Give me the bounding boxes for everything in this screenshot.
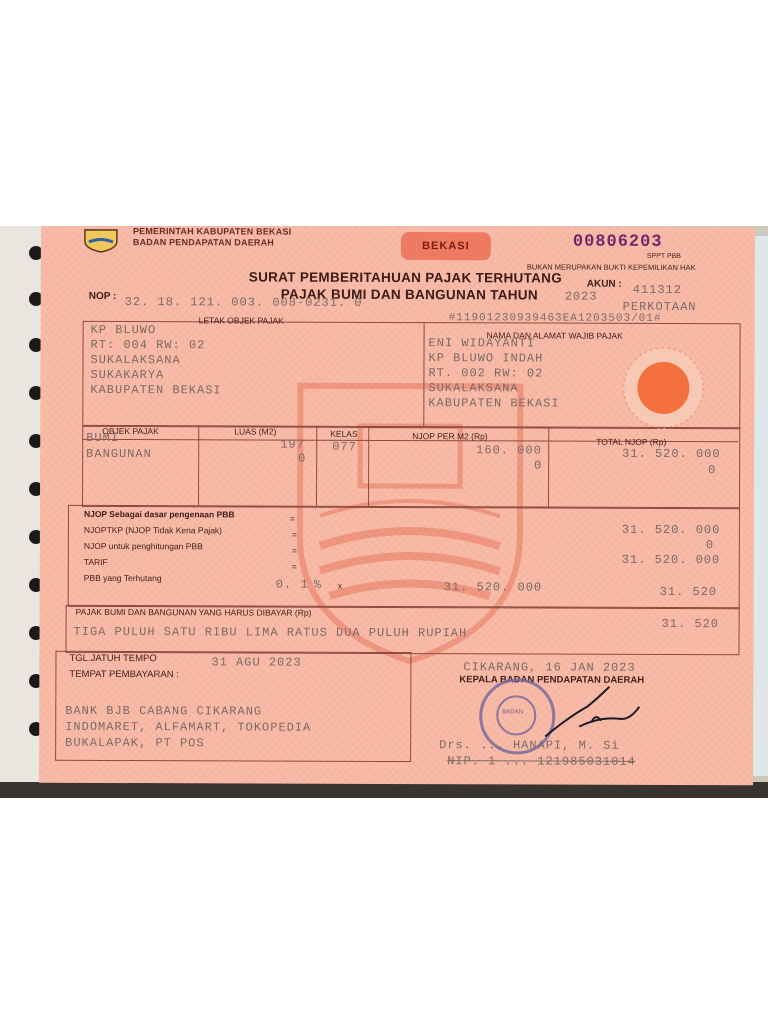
place-label: TEMPAT PEMBAYARAN : [69, 668, 179, 681]
objek-line: RT: 004 RW: 02 [90, 337, 206, 353]
akun-value: 411312 [632, 282, 682, 297]
place-line: BUKALAPAK, PT POS [65, 735, 205, 751]
wp-address [428, 336, 559, 411]
doc-title-1: SURAT PEMBERITAHUAN PAJAK TERHUTANG [248, 269, 563, 286]
place-line: BANK BJB CABANG CIKARANG [65, 703, 263, 719]
place-line: INDOMARET, ALFAMART, TOKOPEDIA [65, 719, 312, 735]
th-total: TOTAL NJOP (Rp) [596, 436, 667, 447]
doc-title-2: PAJAK BUMI DAN BANGUNAN TAHUN [280, 286, 538, 303]
eq-sign: = [291, 561, 297, 572]
payment-places [65, 703, 311, 752]
tarif-pct: 0. 1 [275, 577, 309, 592]
sppt-form [39, 226, 755, 785]
due-label: TGL.JATUH TEMPO [69, 652, 157, 665]
serial-number: 00806203 [572, 232, 663, 252]
objek-address [90, 323, 221, 398]
payable-label: PAJAK BUMI DAN BANGUNAN YANG HARUS DIBAYAR (Rp) [75, 606, 312, 618]
objek-line: SUKAKARYA [90, 367, 165, 383]
row-bumi-luas: 197 [280, 437, 305, 452]
njoptkp-value: 0 [705, 538, 715, 553]
row-bangunan-njop: 0 [534, 458, 543, 473]
eq-sign: = [291, 529, 297, 540]
signature [539, 676, 649, 746]
payable-amount: 31. 520 [661, 616, 720, 632]
tax-year: 2023 [564, 289, 598, 304]
njoptkp-label: NJOPTKP (NJOP Tidak Kena Pajak) [83, 524, 223, 536]
barcode-code: #11901230939463EA1203503/01# [448, 312, 662, 325]
th-kelas: KELAS [330, 428, 358, 439]
objek-line: SUKALAKSANA [90, 352, 181, 368]
doc-type: SPPT PBB [646, 252, 681, 260]
signer-nip: NIP. 1 ... 121985031014 [447, 754, 636, 769]
wp-line: KP BLUWO INDAH [428, 351, 544, 366]
nop-value: 32. 18. 121. 003. 008-0231. 0 [124, 295, 363, 310]
tarif-pct-sign: % [313, 577, 322, 592]
th-njop-m2: NJOP PER M2 (Rp) [412, 431, 488, 442]
signer-title: KEPALA BADAN PENDAPATAN DAERAH [459, 674, 645, 686]
stamp-text: BADAN [502, 709, 523, 716]
signer-name: Drs. ... HANAPI, M. Si [439, 738, 620, 753]
wp-line: SUKALAKSANA [428, 381, 519, 396]
row-bangunan-luas: 0 [298, 451, 307, 466]
njop-hitung-value: 31. 520. 000 [621, 552, 721, 568]
wp-line: ENI WIDAYANTI [428, 336, 536, 351]
area-type: PERKOTAAN [622, 299, 697, 315]
row-bangunan-objek: BANGUNAN [86, 446, 152, 462]
document-photo [0, 226, 768, 798]
row-bumi-njop: 160. 000 [476, 443, 542, 458]
eq-sign: = [289, 513, 295, 524]
payable-words: TIGA PULUH SATU RIBU LIMA RATUS DUA PULUH RUPIAH [73, 624, 468, 641]
njop-hitung-label: NJOP untuk penghitungan PBB [83, 540, 203, 552]
row-bumi-kelas: 077 [332, 439, 357, 454]
pbb-value: 31. 520 [659, 584, 718, 600]
row-bumi-total: 31. 520. 000 [622, 446, 721, 462]
pbb-label: PBB yang Terhutang [83, 572, 162, 584]
eq-sign: = [291, 545, 297, 556]
wp-line: RT. 002 RW: 02 [428, 366, 544, 381]
region-badge: BEKASI [401, 232, 491, 260]
objek-line: KABUPATEN BEKASI [90, 382, 222, 398]
njop-dasar-value: 31. 520. 000 [621, 522, 721, 538]
tarif-times: x [337, 580, 342, 591]
nop-label: NOP : [88, 290, 117, 303]
due-value: 31 AGU 2023 [211, 655, 302, 670]
th-luas: LUAS (M2) [234, 426, 277, 437]
th-objek: OBJEK PAJAK [102, 425, 159, 437]
row-bangunan-total: 0 [708, 463, 717, 478]
objek-line: KP BLUWO [90, 322, 157, 338]
disclaimer: BUKAN MERUPAKAN BUKTI KEPEMILIKAN HAK [526, 262, 696, 273]
akun-label: AKUN : [586, 278, 622, 290]
security-seal [620, 345, 706, 431]
gov-line-2: BADAN PENDAPATAN DAERAH [132, 237, 275, 248]
njop-dasar-label: NJOP Sebagai dasar pengenaan PBB [83, 508, 235, 520]
regency-logo [81, 227, 121, 253]
objek-heading: LETAK OBJEK PAJAK [198, 315, 284, 326]
wp-heading: NAMA DAN ALAMAT WAJIB PAJAK [486, 330, 623, 341]
tarif-label: TARIF [83, 556, 108, 567]
city-date: CIKARANG, 16 JAN 2023 [463, 660, 636, 675]
tarif-base: 31. 520. 000 [443, 580, 543, 595]
gov-line-1: PEMERINTAH KABUPATEN BEKASI [132, 226, 292, 237]
wp-line: KABUPATEN BEKASI [428, 396, 560, 411]
row-bumi-objek: BUMI [86, 430, 120, 446]
